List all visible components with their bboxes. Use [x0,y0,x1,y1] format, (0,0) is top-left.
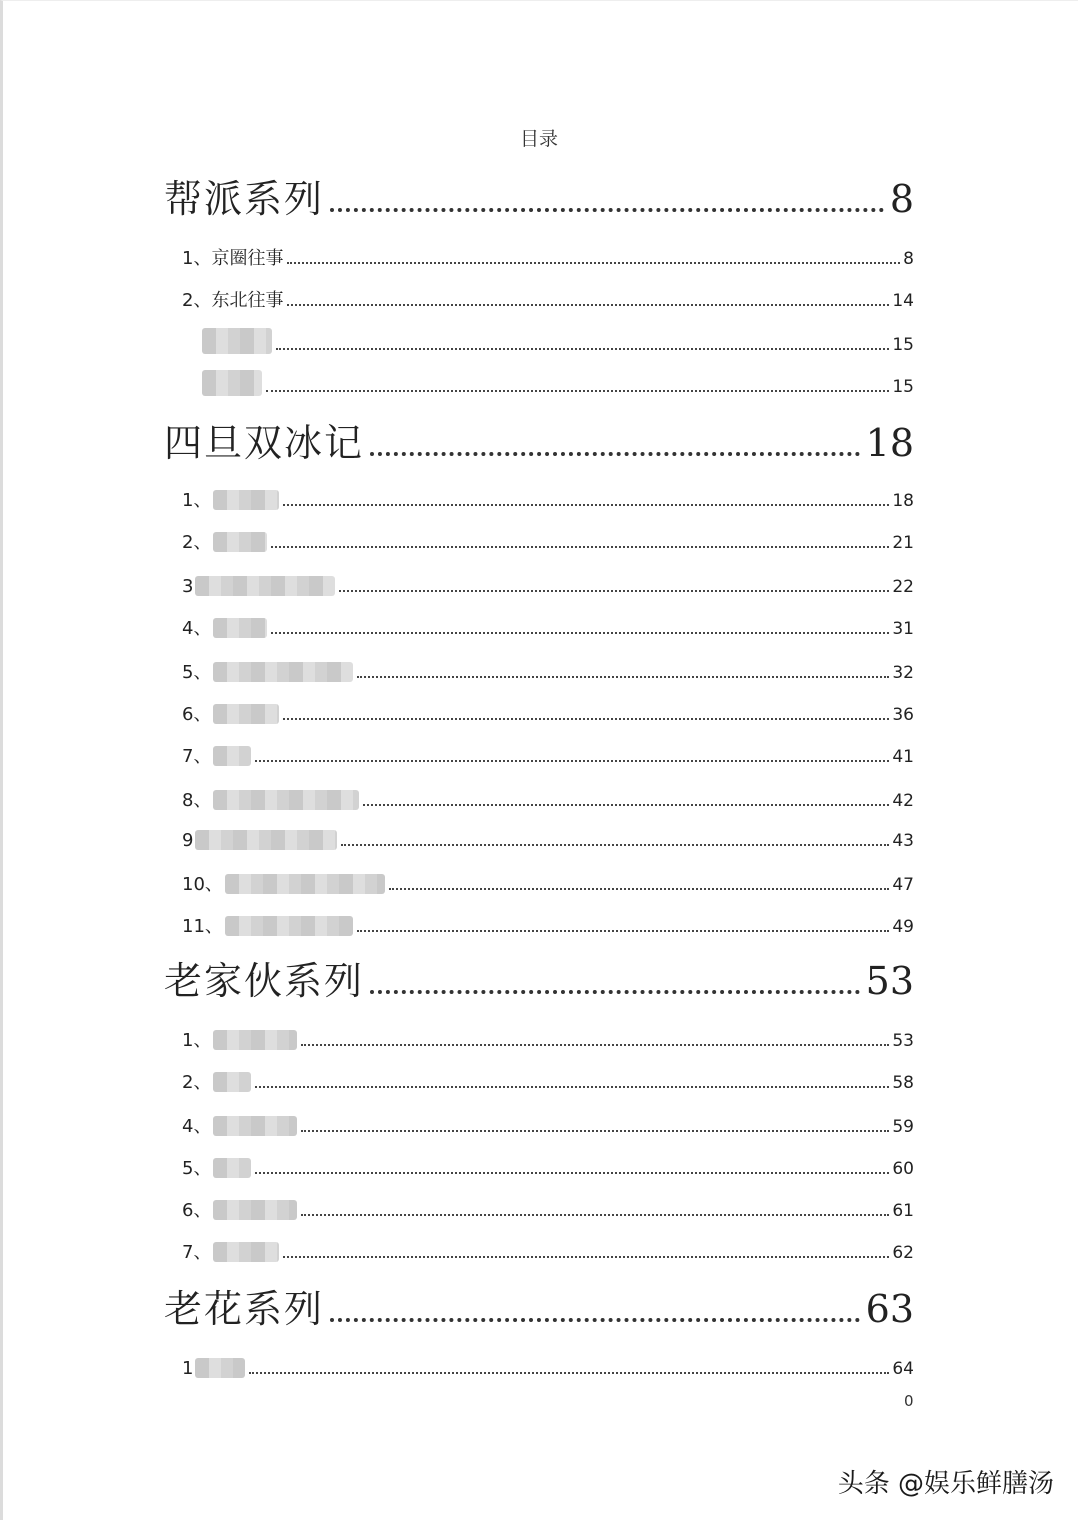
toc-item-title [182,1072,251,1092]
redacted-title-blur [213,746,251,766]
redacted-title-blur [213,790,359,810]
dot-leader [255,1172,889,1174]
toc-item-page: 22 [892,577,914,597]
toc-item-title [182,490,279,510]
toc-item-label: 2、 [182,532,212,553]
toc-item-title [182,704,279,724]
redacted-title-blur [213,1116,297,1136]
dot-leader [283,1256,889,1258]
toc-item-entry[interactable] [182,908,914,936]
toc-section-title: 老家伙系列 [164,959,365,1003]
toc-section-entry[interactable] [164,948,914,1003]
toc-item-entry[interactable] [182,240,914,268]
toc-item-label: 4、 [182,618,212,639]
redacted-title-blur [213,532,267,552]
dot-leader [330,208,884,212]
toc-item-title [182,1358,245,1378]
dot-leader [357,676,889,678]
dot-leader [341,844,889,846]
toc-item-label: 11、 [182,916,223,937]
toc-item-entry[interactable] [182,1350,914,1378]
toc-item-page: 58 [892,1073,914,1093]
toc-item-page: 60 [892,1159,914,1179]
dot-leader [283,504,889,506]
toc-item-title [200,370,262,396]
toc-item-entry[interactable] [182,1192,914,1220]
toc-item-page: 18 [892,491,914,511]
redacted-title-blur [225,874,385,894]
dot-leader [301,1044,889,1046]
toc-item-entry[interactable] [182,1022,914,1050]
toc-item-entry[interactable] [182,1064,914,1092]
toc-item-page: 31 [892,619,914,639]
toc-item-page: 43 [892,831,914,851]
toc-item-entry[interactable] [182,738,914,766]
watermark: 头条 @娱乐鲜膳汤 [837,1469,1054,1499]
toc-item-page: 42 [892,791,914,811]
toc-item-label: 8、 [182,790,212,811]
toc-item-title [182,1158,251,1178]
toc-item-title [182,250,283,268]
toc-item-page: 21 [892,533,914,553]
toc-item-title [182,292,283,310]
dot-leader [287,262,900,264]
toc-item-entry[interactable] [182,1150,914,1178]
redacted-title-blur [213,1200,297,1220]
toc-item-page: 36 [892,705,914,725]
toc-item-label: 1 [182,1358,194,1379]
toc-item-title [182,576,335,596]
dot-leader [266,390,889,392]
toc-item-title [182,532,267,552]
toc-item-entry[interactable] [182,524,914,552]
dot-leader [301,1130,889,1132]
toc-item-page: 62 [892,1243,914,1263]
redacted-title-blur [213,618,267,638]
dot-leader [271,632,889,634]
toc-item-entry[interactable] [200,368,914,396]
toc-item-page: 53 [892,1031,914,1051]
dot-leader [357,930,889,932]
toc-item-label: 1、 [182,1030,212,1051]
toc-item-label: 5、 [182,662,212,683]
toc-item-entry[interactable] [182,654,914,682]
toc-item-label: 1、京圈往事 [182,248,284,269]
toc-item-title [182,662,353,682]
toc-section-page: 18 [865,421,914,465]
toc-item-page: 59 [892,1117,914,1137]
toc-item-label: 1、 [182,490,212,511]
toc-item-title [182,618,267,638]
toc-item-label: 2、 [182,1072,212,1093]
toc-item-entry[interactable] [200,326,914,354]
page-number: 0 [904,1392,914,1410]
toc-item-entry[interactable] [182,610,914,638]
toc-section-page: 63 [865,1287,914,1331]
redacted-title-blur [213,1242,279,1262]
toc-section-page: 8 [889,177,914,221]
dot-leader [283,718,889,720]
dot-leader [330,1318,860,1322]
dot-leader [301,1214,889,1216]
toc-item-entry[interactable] [182,782,914,810]
dot-leader [370,452,860,456]
toc-item-page: 61 [892,1201,914,1221]
dot-leader [339,590,889,592]
toc-title: 目录 [519,128,558,150]
toc-item-entry[interactable] [182,282,914,310]
toc-item-label: 7、 [182,746,212,767]
redacted-title-blur [195,830,337,850]
toc-item-title [182,916,353,936]
dot-leader [249,1372,889,1374]
dot-leader [287,304,889,306]
toc-item-label: 5、 [182,1158,212,1179]
toc-item-label: 10、 [182,874,223,895]
toc-item-title [182,1242,279,1262]
redacted-title-blur [202,370,262,396]
toc-item-entry[interactable] [182,568,914,596]
toc-section-entry[interactable] [164,166,914,221]
toc-section-entry[interactable] [164,1276,914,1331]
toc-item-entry[interactable] [182,1108,914,1136]
dot-leader [370,990,860,994]
toc-item-label: 7、 [182,1242,212,1263]
toc-item-title [182,1200,297,1220]
dot-leader [276,348,889,350]
dot-leader [363,804,889,806]
redacted-title-blur [225,916,353,936]
toc-item-title [182,790,359,810]
toc-item-page: 8 [903,249,914,269]
toc-item-label: 6、 [182,704,212,725]
dot-leader [255,1086,889,1088]
redacted-title-blur [213,1072,251,1092]
toc-section-title: 四旦双冰记 [164,421,365,465]
redacted-title-blur [195,576,335,596]
toc-item-title [182,1030,297,1050]
toc-item-entry[interactable] [182,822,914,850]
toc-item-title [182,874,385,894]
toc-item-entry[interactable] [182,482,914,510]
toc-item-label: 6、 [182,1200,212,1221]
toc-item-entry[interactable] [182,696,914,724]
toc-item-page: 14 [892,291,914,311]
toc-section-title: 老花系列 [164,1287,325,1331]
redacted-title-blur [213,490,279,510]
toc-item-title [182,830,337,850]
toc-section-entry[interactable] [164,410,914,465]
toc-item-page: 41 [892,747,914,767]
toc-item-title [182,746,251,766]
toc-item-page: 64 [892,1359,914,1379]
toc-item-page: 49 [892,917,914,937]
toc-item-label: 9 [182,830,194,851]
redacted-title-blur [195,1358,245,1378]
redacted-title-blur [202,328,272,354]
redacted-title-blur [213,1030,297,1050]
toc-item-page: 32 [892,663,914,683]
toc-section-page: 53 [865,959,914,1003]
toc-section-title: 帮派系列 [164,177,325,221]
toc-item-label: 2、东北往事 [182,290,284,311]
redacted-title-blur [213,662,353,682]
toc-item-page: 47 [892,875,914,895]
toc-item-page: 15 [892,335,914,355]
toc-item-title [182,1116,297,1136]
dot-leader [255,760,889,762]
redacted-title-blur [213,1158,251,1178]
toc-item-page: 15 [892,377,914,397]
toc-item-title [200,328,272,354]
dot-leader [271,546,889,548]
toc-item-label: 3 [182,576,194,597]
toc-item-entry[interactable] [182,1234,914,1262]
dot-leader [389,888,889,890]
toc-item-label: 4、 [182,1116,212,1137]
redacted-title-blur [213,704,279,724]
toc-item-entry[interactable] [182,866,914,894]
